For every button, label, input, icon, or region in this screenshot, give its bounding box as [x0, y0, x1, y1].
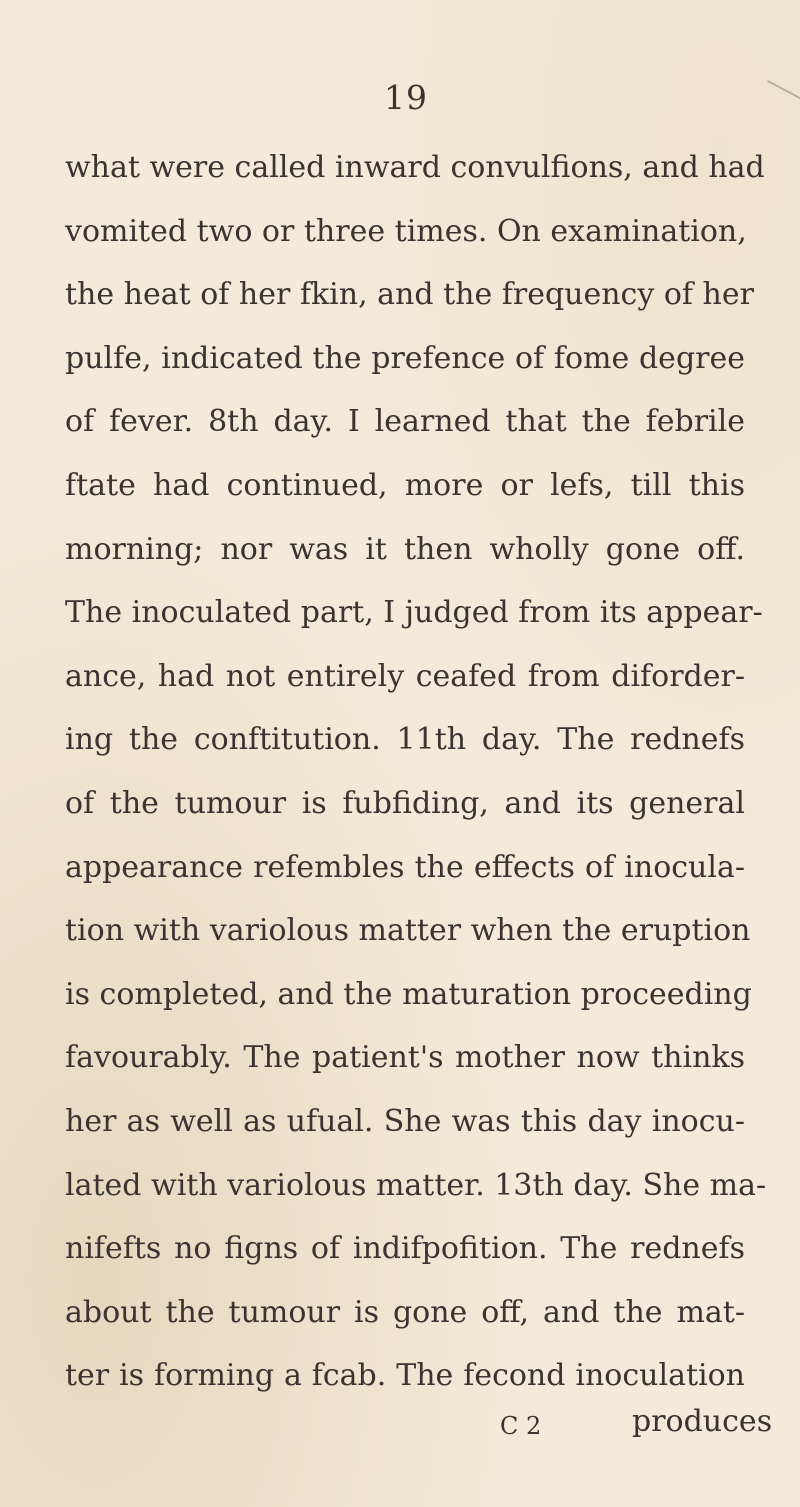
text-line: her as well as ufual. She was this day inocu-	[65, 1103, 745, 1139]
text-line: favourably. The patient's mother now thinks	[65, 1040, 745, 1076]
body-text	[65, 136, 767, 1408]
text-line: is completed, and the maturation proceeding	[65, 976, 752, 1012]
text-line: of fever. 8th day. I learned that the febrile	[65, 404, 745, 440]
text-line: the heat of her fkin, and the frequency of her	[65, 277, 754, 313]
text-line: tion with variolous matter when the eruption	[65, 913, 751, 949]
text-line: about the tumour is gone off, and the mat-	[65, 1294, 745, 1330]
text-line: vomited two or three times. On examination,	[65, 213, 747, 249]
text-line: appearance refembles the effects of inocula-	[65, 849, 745, 885]
text-line: of the tumour is fubfiding, and its general	[65, 785, 745, 821]
ink-mark	[757, 80, 800, 120]
text-line: ter is forming a fcab. The fecond inoculation	[65, 1358, 745, 1394]
text-line: nifefts no figns of indifpofition. The rednefs	[65, 1231, 745, 1267]
signature-mark: C 2	[500, 1412, 542, 1440]
catchword: produces	[632, 1404, 773, 1439]
text-line: The inoculated part, I judged from its appear-	[65, 595, 763, 631]
page-number: 19	[384, 78, 428, 117]
text-line: ftate had continued, more or lefs, till this	[65, 467, 745, 503]
text-line: what were called inward convulfions, and had	[65, 150, 765, 185]
text-line: ing the conftitution. 11th day. The rednefs	[65, 722, 745, 758]
text-line: ance, had not entirely ceafed from diforder-	[65, 658, 745, 694]
text-line: lated with variolous matter. 13th day. She ma-	[65, 1167, 767, 1203]
text-line: morning; nor was it then wholly gone off.	[65, 531, 745, 567]
text-line: pulfe, indicated the prefence of fome degree	[65, 340, 745, 376]
